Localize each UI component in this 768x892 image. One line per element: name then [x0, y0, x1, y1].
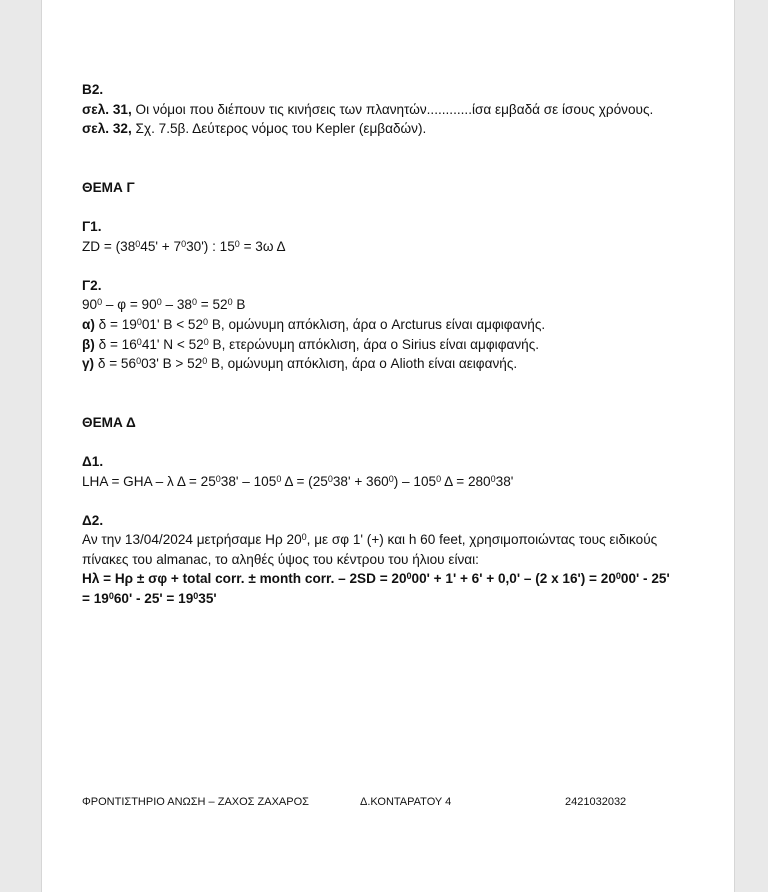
section-heading-g2: Γ2.: [82, 277, 102, 293]
section-heading-b2: Β2.: [82, 82, 104, 97]
page-content: [82, 80, 702, 609]
page-ref-32: σελ. 32,: [82, 121, 132, 137]
d1-equation: LHA = GHA – λ $\Delta = 25^038' - 105^0$ $\Delta = (25^038' + 360^0) - 105^0$ $\Delta = 280^038'$: [82, 473, 514, 489]
g2-item-c: γ) $\delta = 56^003'$ $B > 52^0$ Β, ομώνυμη απόκλιση, άρα ο Alioth είναι αειφανής.: [82, 356, 518, 372]
g1-equation: ZD = $(38^045' + 7^030')$ : $15^0 = 3\omega$ Δ: [82, 238, 286, 254]
section-heading-g1: Γ1.: [82, 218, 102, 234]
footer-address: Δ.ΚΟΝΤΑΡΑΤΟΥ 4: [360, 796, 452, 808]
document-page: [41, 0, 735, 892]
d2-intro: Αν την 13/04/2024 μετρήσαμε Hρ $20^0$, με σφ 1' (+) και h 60 feet, χρησιμοποιώντας τους ειδικούς πίνακες του almanac, το αληθές ύψος του κέντρου του ήλιου είναι:: [82, 532, 658, 567]
footer-school-name: ΦΡΟΝΤΙΣΤΗΡΙΟ ΑΝΩΣΗ – ΖΑΧΟΣ ΖΑΧΑΡΟΣ: [82, 796, 309, 808]
section-heading-thema-d: ΘΕΜΑ Δ: [82, 414, 136, 430]
b2-line-2-text: Σχ. 7.5β. Δεύτερος νόμος του Kepler (εμβαδών).: [131, 121, 427, 137]
g2-item-b: β) $\delta = 16^041'$ $N < 52^0$ Β, ετερώνυμη απόκλιση, άρα ο Sirius είναι αμφιφανής.: [82, 336, 540, 352]
b2-line-2: [82, 119, 702, 139]
b2-line-1: [82, 100, 702, 120]
page-ref-31: σελ. 31,: [82, 101, 132, 117]
section-heading-thema-g: ΘΕΜΑ Γ: [82, 179, 135, 195]
section-heading-d2: Δ2.: [82, 512, 104, 528]
section-heading-d1: Δ1.: [82, 453, 104, 469]
g2-equation-1: $90^0 - \varphi = 90^0 - 38^0 = 52^0$ Β: [82, 297, 246, 313]
footer-phone: 2421032032: [565, 796, 627, 808]
d2-formula: Hλ = Hρ ± σφ + total corr. ± month corr. – $2SD = 20^000' + 1' + 6' + 0,0' - (2$ x $16') = 20^000' - 25'$ = $19^060' - 25' = 19^035'$: [82, 571, 670, 607]
g2-item-a: α) $\delta = 19^001'$ $B < 52^0$ Β, ομώνυμη απόκλιση, άρα ο Arcturus είναι αμφιφανής.: [82, 316, 546, 332]
b2-line-1-text: Οι νόμοι που διέπουν τις κινήσεις των πλανητών............ίσα εμβαδά σε ίσους χρόνους.: [131, 101, 654, 117]
